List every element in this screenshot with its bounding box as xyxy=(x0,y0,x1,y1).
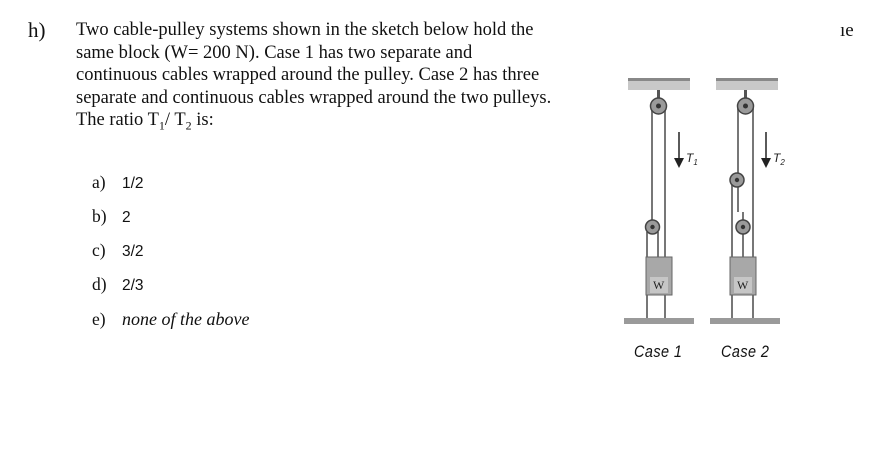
option-value: 2/3 xyxy=(122,277,144,294)
question-ratio-line xyxy=(76,109,636,132)
ceiling-case1 xyxy=(628,80,690,90)
pulley-diagram xyxy=(610,72,810,372)
tension-1-label: $T_1$ xyxy=(686,151,698,167)
question-line-3: continuous cables wrapped around the pulley. Case 2 has three xyxy=(76,65,540,85)
ratio-slash: / T xyxy=(164,110,186,130)
question-text xyxy=(76,19,636,132)
ratio-prefix: The ratio T xyxy=(76,110,159,130)
question-line-1: Two cable-pulley systems shown in the sketch below hold the xyxy=(76,20,534,40)
case-2-caption: Case 2 xyxy=(721,342,770,361)
arrow-down-icon xyxy=(761,158,771,168)
option-letter: a) xyxy=(92,172,106,192)
option-a[interactable] xyxy=(92,172,144,193)
option-d[interactable] xyxy=(92,274,144,295)
option-letter: b) xyxy=(92,206,107,226)
option-letter: e) xyxy=(92,309,106,329)
option-value: 3/2 xyxy=(122,243,144,260)
option-value: 2 xyxy=(122,209,131,226)
option-value: 1/2 xyxy=(122,175,144,192)
option-e[interactable] xyxy=(92,309,249,330)
option-letter: d) xyxy=(92,274,107,294)
option-c[interactable] xyxy=(92,240,144,261)
clipped-corner-text: ıe xyxy=(840,20,854,41)
weight-label-case2: W xyxy=(737,278,749,292)
arrow-down-icon xyxy=(674,158,684,168)
ratio-sub-2: 2 xyxy=(185,118,192,133)
option-b[interactable] xyxy=(92,206,131,227)
case-1-caption: Case 1 xyxy=(634,342,683,361)
weight-label-case1: W xyxy=(653,278,665,292)
ceiling-case2 xyxy=(716,80,778,90)
option-letter: c) xyxy=(92,240,106,260)
tension-2-label: $T_2$ xyxy=(773,151,785,167)
question-line-2: same block (W= 200 N). Case 1 has two separate and xyxy=(76,42,473,63)
question-number: h) xyxy=(28,18,46,42)
option-value: none of the above xyxy=(122,309,250,329)
floor-case1 xyxy=(624,318,694,324)
floor-case2 xyxy=(710,318,780,324)
ratio-sub-1: 1 xyxy=(158,118,165,133)
ratio-suffix: is: xyxy=(191,110,214,130)
question-line-4: separate and continuous cables wrapped around the two pulleys. xyxy=(76,87,552,108)
